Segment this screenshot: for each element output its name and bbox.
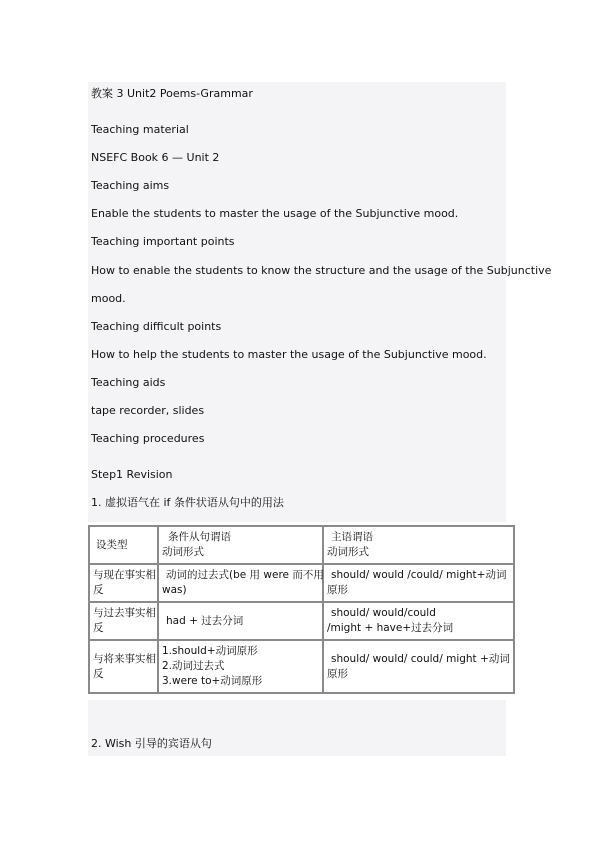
text-teaching-aids: tape recorder, slides bbox=[91, 404, 205, 417]
section2-title: 2. Wish 引导的宾语从句 bbox=[91, 737, 212, 750]
header-if-clause: 条件从句谓语 动词形式 bbox=[158, 526, 323, 564]
text-important-points-cont: mood. bbox=[91, 292, 126, 305]
table-row: 与将来事实相 反 1.should+动词原形 2.动词过去式 3.were to+动词原形 should/ would/ could/ might +动词 原形 bbox=[89, 640, 514, 693]
text-book: NSEFC Book 6 — Unit 2 bbox=[91, 151, 220, 164]
text-difficult-points: How to help the students to master the usage of the Subjunctive mood. bbox=[91, 348, 487, 361]
step1-heading: Step1 Revision bbox=[91, 468, 173, 481]
table-header-row bbox=[89, 526, 514, 564]
text-background bbox=[88, 82, 506, 522]
document-title: 教案 3 Unit2 Poems-Grammar bbox=[91, 87, 253, 100]
table-row: 与现在事实相 反 动词的过去式(be 用 were 而不用 was) should/ would /could/ might+动词 原形 bbox=[89, 564, 514, 602]
heading-procedures: Teaching procedures bbox=[91, 432, 205, 445]
subjunctive-table bbox=[88, 525, 515, 694]
heading-teaching-material: Teaching material bbox=[91, 123, 189, 136]
section1-title: 1. 虚拟语气在 if 条件状语从句中的用法 bbox=[91, 496, 284, 509]
text-aims: Enable the students to master the usage of the Subjunctive mood. bbox=[91, 207, 459, 220]
heading-teaching-aims: Teaching aims bbox=[91, 179, 170, 192]
header-main-clause: 主语谓语 动词形式 bbox=[323, 526, 514, 564]
heading-difficult-points: Teaching difficult points bbox=[91, 320, 222, 333]
table-row: 与过去事实相 反 had + 过去分词 should/ would/could /might + have+过去分词 bbox=[89, 602, 514, 640]
text-important-points: How to enable the students to know the structure and the usage of the Subjunctive bbox=[91, 264, 552, 277]
header-type: 设类型 bbox=[89, 526, 158, 564]
heading-important-points: Teaching important points bbox=[91, 235, 235, 248]
heading-teaching-aids: Teaching aids bbox=[91, 376, 166, 389]
